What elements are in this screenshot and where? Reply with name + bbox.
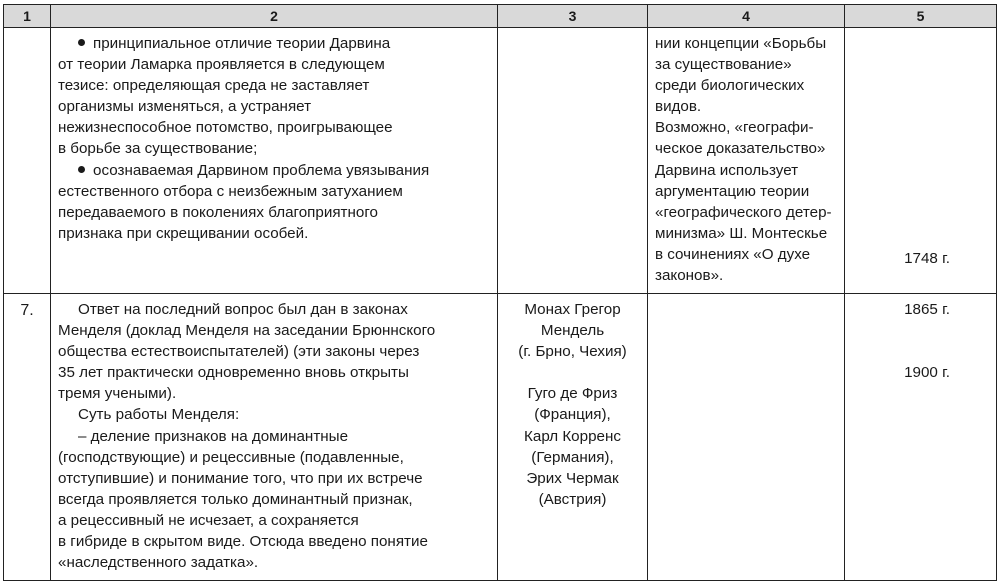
text-line: Гуго де Фриз	[527, 385, 618, 403]
notes-cell	[648, 294, 845, 581]
text-line: а рецессивный не исчезает, а сохраняется	[58, 511, 359, 529]
data-table	[3, 4, 997, 581]
text-line: организмы изменяться, а устраняет	[58, 98, 312, 116]
year-cell	[845, 294, 997, 581]
description-cell	[51, 28, 498, 294]
text-line: в гибриде в скрытом виде. Отсюда введено понятие	[58, 533, 428, 551]
text-line: (Австрия)	[538, 490, 607, 508]
bullet-icon	[78, 166, 85, 173]
row-number: 7.	[4, 294, 51, 581]
text-line: 35 лет практически одновременно вновь открыты	[58, 364, 409, 382]
header-col-1: 1	[4, 5, 51, 28]
text-line: нии концепции «Борьбы	[655, 35, 827, 52]
year-label: 1900 г.	[904, 364, 950, 382]
spacer	[849, 341, 950, 362]
year-label: 1865 г.	[904, 301, 950, 318]
spacer	[849, 320, 950, 341]
header-col-3: 3	[498, 5, 648, 28]
text-line: Ответ на последний вопрос был дан в законах	[78, 301, 408, 318]
text-line: «географического детер-	[655, 203, 832, 221]
row-number	[4, 28, 51, 294]
header-row	[4, 5, 997, 28]
text-line: Менделя (доклад Менделя на заседании Брюннского	[58, 322, 436, 340]
text-line: от теории Ламарка проявляется в следующем	[58, 56, 385, 74]
text-line: общества естествоиспытателей) (эти законы через	[58, 343, 420, 361]
text-line: отступившие) и понимание того, что при их встрече	[58, 469, 423, 487]
text-line: тезисе: определяющая среда не заставляет	[58, 77, 370, 95]
description-cell	[51, 294, 498, 581]
persons-cell	[498, 294, 648, 581]
text-line: за существование»	[655, 56, 792, 74]
text-line: видов.	[655, 98, 702, 116]
text-line: нежизнеспособное потомство, проигрывающее	[58, 119, 393, 137]
text-line: в борьбе за существование;	[58, 140, 258, 158]
header-col-2: 2	[51, 5, 498, 28]
table-row	[4, 28, 997, 294]
text-line: осознаваемая Дарвином проблема увязывания	[58, 160, 493, 181]
text-line: (господствующие) и рецессивные (подавленные,	[58, 448, 404, 466]
text-line: Суть работы Менделя:	[78, 406, 240, 424]
year-cell	[845, 28, 997, 294]
text-line: аргументацию теории	[655, 182, 810, 200]
text-line: «наследственного задатка».	[58, 554, 259, 572]
text-line: всегда проявляется только доминантный признак,	[58, 490, 413, 508]
text-line: передаваемого в поколениях благоприятного	[58, 203, 378, 221]
text-line: признака при скрещивании особей.	[58, 224, 309, 242]
text-line: (Франция),	[534, 406, 611, 424]
text-line: – деление признаков на доминантные	[78, 427, 349, 445]
text-line: Карл Корренс	[524, 427, 621, 445]
spacer	[502, 362, 643, 383]
notes-cell	[648, 28, 845, 294]
text-line: Дарвина использует	[655, 161, 799, 179]
text-line: Монах Грегор	[524, 301, 621, 318]
text-line: (г. Брно, Чехия)	[518, 343, 627, 361]
text-line: Мендель	[540, 322, 605, 340]
text-line: законов».	[655, 267, 724, 285]
text-line: (Германия),	[531, 448, 614, 466]
year-label: 1748 г.	[904, 249, 950, 267]
text-line: Эрих Чермак	[526, 469, 619, 487]
text-line: ческое доказательство»	[655, 140, 826, 158]
header-col-5: 5	[845, 5, 997, 28]
table-row	[4, 294, 997, 581]
text-line: естественного отбора с неизбежным затуханием	[58, 182, 403, 200]
header-col-4: 4	[648, 5, 845, 28]
text-line: в сочинениях «О духе	[655, 245, 811, 263]
text-line: тремя учеными).	[58, 385, 177, 403]
bullet-icon	[78, 39, 85, 46]
text-line: среди биологических	[655, 77, 805, 95]
text-line: принципиальное отличие теории Дарвина	[58, 33, 493, 54]
persons-cell	[498, 28, 648, 294]
text-line: Возможно, «географи-	[655, 119, 814, 137]
text-line: минизма» Ш. Монтескье	[655, 224, 828, 242]
